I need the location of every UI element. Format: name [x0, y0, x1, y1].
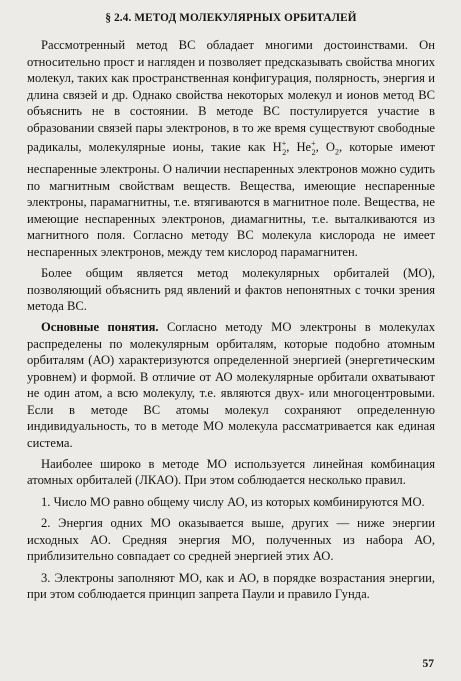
formula-o2: $O_2$ [325, 140, 340, 157]
paragraph-intro: Рассмотренный метод ВС обладает многими достоинствами. Он относительно прост и нагляден и позволяет предсказывать свойства многих молекул, таких как пространственная конфигурация, полярность, энергия и длина связей и др. Однако свойства некоторых молекул и ионов метод ВС объяснить не в состоянии. В методе ВС постулируется участие в образовании связей пары электронов, в то же время существуют свободные радикалы, молекулярные ионы, такие как $H^+_2$, $He^+_2$, $O_2$, которые имеют неспаренные электроны. О наличии неспаренных электронов можно судить по магнитным свойствам веществ. Вещества, имеющие неспаренные электроны, парамагнитны, т.е. втягиваются в магнитное поле. Вещества, не имеющие неспаренных электронов, диамагнитны, т.е. выталкиваются из магнитного поля. Согласно методу ВС молекула кислорода не имеет неспаренных электронов, между тем кислород парамагнитен. [27, 38, 435, 259]
paragraph-mo-method: Более общим является метод молекулярных орбиталей (МО), позволяющий объяснить ряд явлений и фактов непонятных с точки зрения метода ВС. [27, 266, 435, 313]
basic-concepts-text: Согласно методу МО электроны в молекулах распределены по молекулярным орбиталям, которые подобно атомным орбиталям (АО) характеризуются определенной энергией (энергетическим уровнем) и формой. В отличие от АО молекулярные орбитали охватывают не один атом, а всю молекулу, т.е. являются двух- или многоцентровыми. Если в методе ВС атомы молекул сохраняют определенную индивидуальность, то в методе МО молекула рассматривается как единая система. [27, 320, 435, 450]
basic-concepts-lead: Основные понятия. [41, 320, 159, 335]
paragraph-intro-text: Рассмотренный метод ВС обладает многими достоинствами. Он относительно прост и нагляден и позволяет предсказывать свойства многих молекул, таких как пространственная конфигурация, полярность, энергия и длина связей и др. Однако свойства некоторых молекул и ионов метод ВС объяснить не в состоянии. В методе ВС постулируется участие в образовании связей пары электронов, в то же время существуют свободные радикалы, молекулярные ионы, такие как [27, 38, 435, 155]
paragraph-lcao: Наиболее широко в методе МО используется линейная комбинация атомных орбиталей (ЛКАО). При этом соблюдается несколько правил. [27, 457, 435, 488]
formula-h2-ion: $H^+_2$ [272, 139, 287, 157]
rule-item: 1. Число МО равно общему числу АО, из которых комбинируются МО. [41, 494, 425, 509]
paragraph-basic-concepts [27, 319, 435, 451]
section-heading: § 2.4. МЕТОД МОЛЕКУЛЯРНЫХ ОРБИТАЛЕЙ [105, 12, 357, 24]
rule-item: 3. Электроны заполняют МО, как и АО, в порядке возрастания энергии, при этом соблюдается принцип запрета Паули и правило Гунда. [27, 570, 435, 602]
rule-item: 2. Энергия одних МО оказывается выше, других — ниже энергии исходных АО. Средняя энергия МО, полученных из набора АО, приблизительно совпадает со средней энергией этих АО. [27, 516, 435, 564]
page-number: 57 [422, 657, 434, 670]
formula-he2-ion: $He^+_2$ [296, 139, 316, 157]
paragraph-intro-continuation: , которые имеют неспаренные электроны. О наличии неспаренных электронов можно судить по магнитным свойствам веществ. Вещества, имеющие неспаренные электроны, парамагнитны, т.е. втягиваются в магнитное поле. Вещества, не имеющие неспаренных электронов, диамагнитны, т.е. выталкиваются из магнитного поля. Согласно методу ВС молекула кислорода не имеет неспаренных электронов, между тем кислород парамагнитен. [27, 140, 435, 259]
